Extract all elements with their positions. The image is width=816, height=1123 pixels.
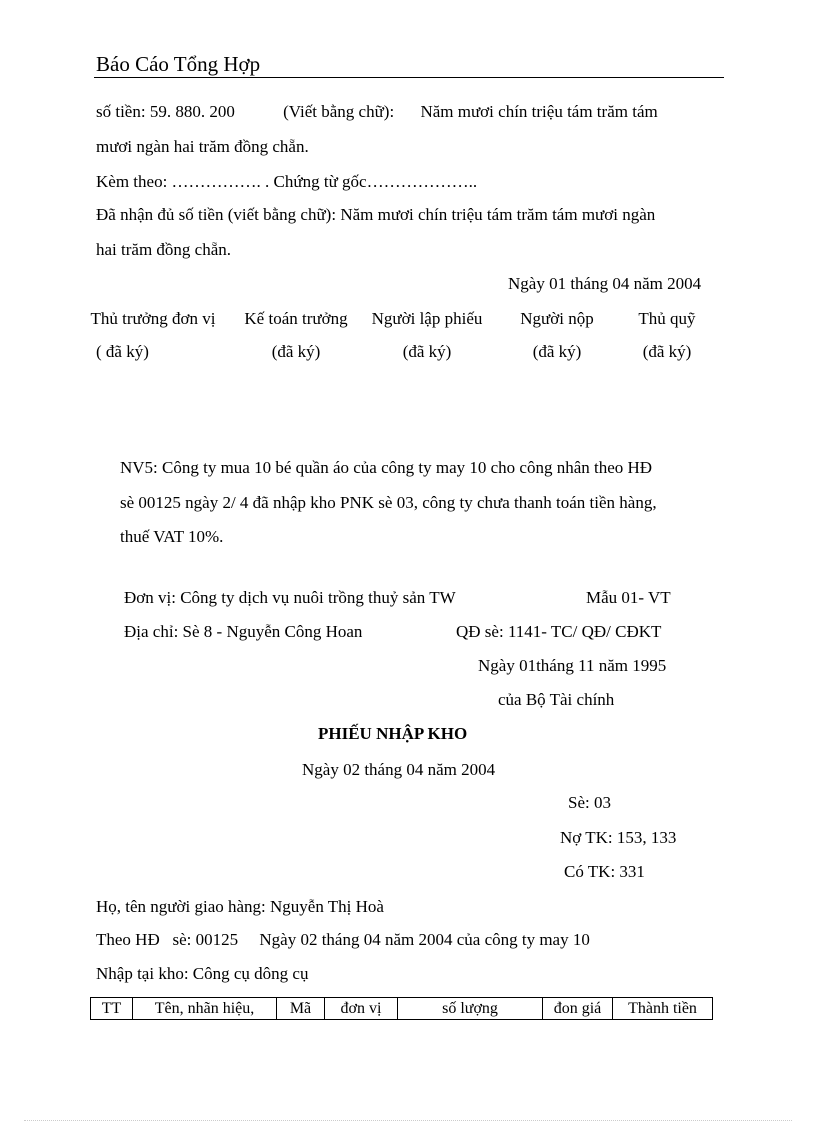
table-header-cell: đơn vị: [325, 998, 398, 1019]
nv5-line-1: NV5: Công ty mua 10 bé quần áo của công ty may 10 cho công nhân theo HĐ: [120, 458, 653, 477]
signature-role: Người lập phiếu: [371, 309, 483, 328]
voucher-date: Ngày 02 tháng 04 năm 2004: [302, 760, 496, 779]
signature-status: ( đã ký): [96, 342, 149, 361]
attachments-line: Kèm theo: ……………. . Chứng từ gốc………………..: [96, 172, 478, 191]
signature-preparer: [362, 309, 492, 362]
unit-line: Đơn vị: Công ty dịch vụ nuôi trồng thuỷ sản TW: [124, 588, 456, 607]
amount-words: Năm mươi chín triệu tám trăm tám: [420, 102, 658, 121]
amount-text: số tiền: 59. 880. 200: [96, 102, 235, 121]
table-header-cell: Tên, nhãn hiệu,: [133, 998, 277, 1019]
signature-status: (đã ký): [271, 342, 321, 361]
nv5-line-2: sè 00125 ngày 2/ 4 đã nhập kho PNK sè 03, công ty chưa thanh toán tiền hàng,: [120, 493, 657, 512]
form-code: Mẫu 01- VT: [586, 588, 671, 607]
voucher-number: Sè: 03: [568, 793, 611, 812]
signature-role: Thủ trưởng đơn vị: [90, 309, 216, 328]
signature-director: [80, 309, 226, 362]
received-amount-line: Đã nhận đủ số tiền (viết bằng chữ): Năm mươi chín triệu tám trăm tám mươi ngàn: [96, 205, 656, 224]
decision-number: QĐ sè: 1141- TC/ QĐ/ CĐKT: [456, 622, 662, 641]
amount-words-continued: mươi ngàn hai trăm đồng chẵn.: [96, 137, 309, 156]
header-rule: [94, 77, 724, 78]
receipt-date: Ngày 01 tháng 04 năm 2004: [508, 274, 702, 293]
table-header-cell: Thành tiền: [628, 1000, 697, 1017]
items-table-header: [90, 997, 713, 1020]
signature-role: Kế toán trưởng: [244, 309, 348, 328]
decision-date: Ngày 01tháng 11 năm 1995: [478, 656, 667, 675]
amount-words-label: (Viết bằng chữ):: [283, 102, 395, 121]
deliverer-line: Họ, tên người giao hàng: Nguyễn Thị Hoà: [96, 897, 384, 916]
voucher-title: PHIẾU NHẬP KHO: [318, 724, 468, 743]
signature-status: (đã ký): [642, 342, 692, 361]
received-amount-continued: hai trăm đồng chẵn.: [96, 240, 232, 259]
signature-role: Thủ quỹ: [638, 309, 696, 328]
signature-payer: [500, 309, 614, 362]
signature-cashier: [620, 309, 714, 362]
nv5-line-3: thuế VAT 10%.: [120, 527, 224, 546]
address-line: Địa chỉ: Sè 8 - Nguyễn Công Hoan: [124, 622, 363, 641]
amount-line: [96, 102, 658, 122]
reference-line: Theo HĐ sè: 00125 Ngày 02 tháng 04 năm 2004 của công ty may 10: [96, 930, 590, 949]
page-header-title: Báo Cáo Tổng Hợp: [96, 52, 261, 76]
signature-status: (đã ký): [532, 342, 582, 361]
signature-role: Người nộp: [520, 309, 594, 328]
signature-chief-accountant: [234, 309, 358, 362]
table-header-cell: Mã: [277, 998, 325, 1019]
table-header-cell: số lượng: [398, 998, 543, 1019]
voucher-debit-account: Nợ TK: 153, 133: [560, 828, 677, 847]
decision-issuer: của Bộ Tài chính: [498, 690, 615, 709]
warehouse-line: Nhập tại kho: Công cụ dông cụ: [96, 964, 309, 983]
table-header-cell: TT: [91, 998, 133, 1019]
table-header-cell: đon giá: [543, 998, 613, 1019]
signature-status: (đã ký): [402, 342, 452, 361]
voucher-credit-account: Có TK: 331: [564, 862, 645, 881]
page-bottom-divider: [24, 1120, 792, 1121]
